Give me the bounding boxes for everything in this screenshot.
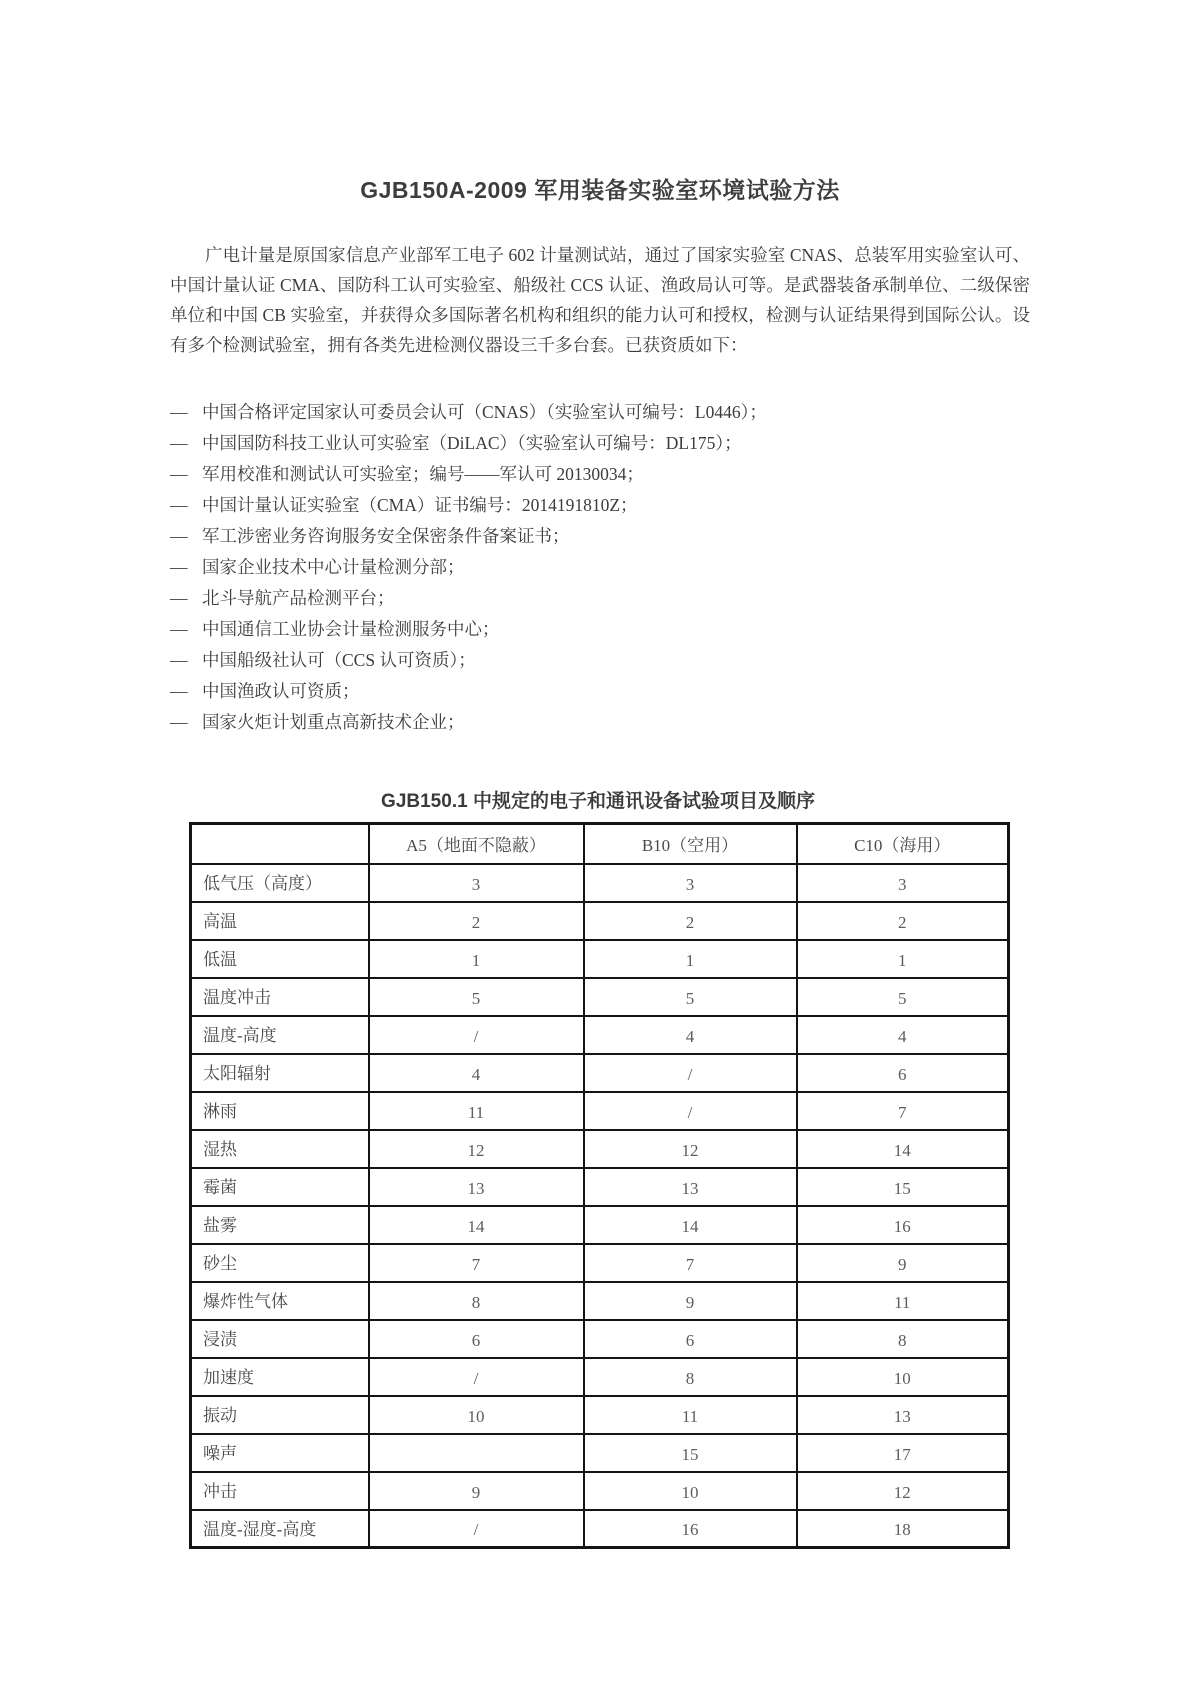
qualification-item bbox=[170, 707, 1030, 738]
table-row bbox=[191, 940, 1009, 978]
table-body bbox=[191, 864, 1009, 1548]
qualification-text: 中国计量认证实验室（CMA）证书编号：2014191810Z； bbox=[202, 495, 638, 515]
value-cell: 5 bbox=[584, 978, 797, 1016]
value-cell: 12 bbox=[369, 1130, 584, 1168]
value-cell: 16 bbox=[797, 1206, 1009, 1244]
table-row bbox=[191, 1054, 1009, 1092]
value-cell: / bbox=[369, 1016, 584, 1054]
row-label-cell: 冲击 bbox=[191, 1472, 369, 1510]
value-cell: / bbox=[369, 1358, 584, 1396]
value-cell: 16 bbox=[584, 1510, 797, 1548]
value-cell: / bbox=[369, 1510, 584, 1548]
em-dash-marker: — bbox=[170, 464, 188, 484]
row-label-cell: 淋雨 bbox=[191, 1092, 369, 1130]
qualification-text: 军工涉密业务咨询服务安全保密条件备案证书； bbox=[202, 526, 570, 546]
value-cell: 11 bbox=[797, 1282, 1009, 1320]
em-dash-marker: — bbox=[170, 495, 188, 515]
value-cell: 7 bbox=[797, 1092, 1009, 1130]
value-cell: 12 bbox=[797, 1472, 1009, 1510]
value-cell: 4 bbox=[584, 1016, 797, 1054]
value-cell: 14 bbox=[797, 1130, 1009, 1168]
em-dash-marker: — bbox=[170, 681, 188, 701]
table-row bbox=[191, 1396, 1009, 1434]
qualification-text: 中国通信工业协会计量检测服务中心； bbox=[202, 619, 500, 639]
value-cell: 14 bbox=[369, 1206, 584, 1244]
value-cell: 4 bbox=[369, 1054, 584, 1092]
value-cell: 1 bbox=[369, 940, 584, 978]
table-row bbox=[191, 1092, 1009, 1130]
value-cell: 9 bbox=[584, 1282, 797, 1320]
qualification-text: 国家火炬计划重点高新技术企业； bbox=[202, 712, 465, 732]
value-cell: 13 bbox=[369, 1168, 584, 1206]
row-label-cell: 霉菌 bbox=[191, 1168, 369, 1206]
em-dash-marker: — bbox=[170, 557, 188, 577]
table-row bbox=[191, 902, 1009, 940]
header-cell: C10（海用） bbox=[797, 824, 1009, 864]
qualification-item bbox=[170, 583, 1030, 614]
value-cell: 6 bbox=[584, 1320, 797, 1358]
row-label-cell: 低温 bbox=[191, 940, 369, 978]
value-cell: 8 bbox=[797, 1320, 1009, 1358]
qualification-text: 中国合格评定国家认可委员会认可（CNAS）（实验室认可编号：L0446）； bbox=[202, 402, 767, 422]
table-header bbox=[191, 824, 1009, 864]
value-cell: 1 bbox=[584, 940, 797, 978]
em-dash-marker: — bbox=[170, 402, 188, 422]
row-label-cell: 浸渍 bbox=[191, 1320, 369, 1358]
qualification-item bbox=[170, 521, 1030, 552]
value-cell: 2 bbox=[584, 902, 797, 940]
value-cell: 6 bbox=[369, 1320, 584, 1358]
table-row bbox=[191, 1320, 1009, 1358]
qualification-item bbox=[170, 397, 1030, 428]
value-cell: 11 bbox=[369, 1092, 584, 1130]
value-cell: 7 bbox=[369, 1244, 584, 1282]
value-cell: 11 bbox=[584, 1396, 797, 1434]
table-row bbox=[191, 1244, 1009, 1282]
row-label-cell: 盐雾 bbox=[191, 1206, 369, 1244]
value-cell: 18 bbox=[797, 1510, 1009, 1548]
qualification-item bbox=[170, 676, 1030, 707]
value-cell: 6 bbox=[797, 1054, 1009, 1092]
value-cell: 13 bbox=[584, 1168, 797, 1206]
qualification-text: 北斗导航产品检测平台； bbox=[202, 588, 395, 608]
test-order-table bbox=[189, 822, 1010, 1549]
value-cell: 5 bbox=[797, 978, 1009, 1016]
row-label-cell: 湿热 bbox=[191, 1130, 369, 1168]
value-cell: 3 bbox=[584, 864, 797, 902]
value-cell: 13 bbox=[797, 1396, 1009, 1434]
table-row bbox=[191, 1168, 1009, 1206]
row-label-cell: 温度-高度 bbox=[191, 1016, 369, 1054]
value-cell: 8 bbox=[369, 1282, 584, 1320]
qualification-item bbox=[170, 614, 1030, 645]
table-row bbox=[191, 864, 1009, 902]
value-cell: 15 bbox=[797, 1168, 1009, 1206]
em-dash-marker: — bbox=[170, 526, 188, 546]
row-label-cell: 太阳辐射 bbox=[191, 1054, 369, 1092]
value-cell bbox=[369, 1434, 584, 1472]
table-row bbox=[191, 978, 1009, 1016]
value-cell: 15 bbox=[584, 1434, 797, 1472]
value-cell: 10 bbox=[797, 1358, 1009, 1396]
value-cell: 14 bbox=[584, 1206, 797, 1244]
table-row bbox=[191, 1206, 1009, 1244]
table-header-row bbox=[191, 824, 1009, 864]
value-cell: 10 bbox=[369, 1396, 584, 1434]
test-table-section bbox=[189, 790, 1007, 1549]
value-cell: 3 bbox=[797, 864, 1009, 902]
qualification-item bbox=[170, 552, 1030, 583]
value-cell: 5 bbox=[369, 978, 584, 1016]
row-label-cell: 噪声 bbox=[191, 1434, 369, 1472]
value-cell: 9 bbox=[797, 1244, 1009, 1282]
row-label-cell: 加速度 bbox=[191, 1358, 369, 1396]
value-cell: 1 bbox=[797, 940, 1009, 978]
table-row bbox=[191, 1472, 1009, 1510]
qualification-item bbox=[170, 459, 1030, 490]
value-cell: 2 bbox=[369, 902, 584, 940]
table-row bbox=[191, 1130, 1009, 1168]
intro-paragraph: 广电计量是原国家信息产业部军工电子 602 计量测试站，通过了国家实验室 CNAS、总装军用实验室认可、中国计量认证 CMA、国防科工认可实验室、船级社 CCS 认证、渔政局认可等。是武器装备承制单位、二级保密单位和中国 CB 实验室，并获得众多国际著名机构和组织的能力认可和授权，检测与认证结果得到国际公认。设有多个检测试验室，拥有各类先进检测仪器设三千多台套。已获资质如下： bbox=[170, 245, 1030, 355]
qualification-item bbox=[170, 645, 1030, 676]
table-row bbox=[191, 1282, 1009, 1320]
em-dash-marker: — bbox=[170, 712, 188, 732]
qualification-text: 中国船级社认可（CCS 认可资质）； bbox=[202, 650, 476, 670]
value-cell: 2 bbox=[797, 902, 1009, 940]
value-cell: 9 bbox=[369, 1472, 584, 1510]
qualification-text: 国家企业技术中心计量检测分部； bbox=[202, 557, 465, 577]
value-cell: 17 bbox=[797, 1434, 1009, 1472]
qualification-list bbox=[170, 397, 1030, 738]
table-row bbox=[191, 1016, 1009, 1054]
qualification-item bbox=[170, 428, 1030, 459]
table-row bbox=[191, 1510, 1009, 1548]
header-cell-empty bbox=[191, 824, 369, 864]
em-dash-marker: — bbox=[170, 650, 188, 670]
value-cell: 10 bbox=[584, 1472, 797, 1510]
value-cell: 8 bbox=[584, 1358, 797, 1396]
value-cell: 3 bbox=[369, 864, 584, 902]
em-dash-marker: — bbox=[170, 588, 188, 608]
row-label-cell: 温度冲击 bbox=[191, 978, 369, 1016]
row-label-cell: 振动 bbox=[191, 1396, 369, 1434]
row-label-cell: 砂尘 bbox=[191, 1244, 369, 1282]
value-cell: / bbox=[584, 1092, 797, 1130]
table-row bbox=[191, 1434, 1009, 1472]
row-label-cell: 低气压（高度） bbox=[191, 864, 369, 902]
qualification-text: 中国渔政认可资质； bbox=[202, 681, 360, 701]
qualification-item bbox=[170, 490, 1030, 521]
value-cell: / bbox=[584, 1054, 797, 1092]
value-cell: 7 bbox=[584, 1244, 797, 1282]
document-title: GJB150A-2009 军用装备实验室环境试验方法 bbox=[360, 177, 840, 203]
qualification-text: 中国国防科技工业认可实验室（DiLAC）（实验室认可编号：DL175）； bbox=[202, 433, 742, 453]
value-cell: 4 bbox=[797, 1016, 1009, 1054]
em-dash-marker: — bbox=[170, 619, 188, 639]
value-cell: 12 bbox=[584, 1130, 797, 1168]
row-label-cell: 高温 bbox=[191, 902, 369, 940]
qualification-text: 军用校准和测试认可实验室；编号——军认可 20130034； bbox=[202, 464, 644, 484]
row-label-cell: 温度-湿度-高度 bbox=[191, 1510, 369, 1548]
em-dash-marker: — bbox=[170, 433, 188, 453]
table-title: GJB150.1 中规定的电子和通讯设备试验项目及顺序 bbox=[381, 791, 815, 812]
header-cell: A5（地面不隐蔽） bbox=[369, 824, 584, 864]
row-label-cell: 爆炸性气体 bbox=[191, 1282, 369, 1320]
header-cell: B10（空用） bbox=[584, 824, 797, 864]
table-row bbox=[191, 1358, 1009, 1396]
